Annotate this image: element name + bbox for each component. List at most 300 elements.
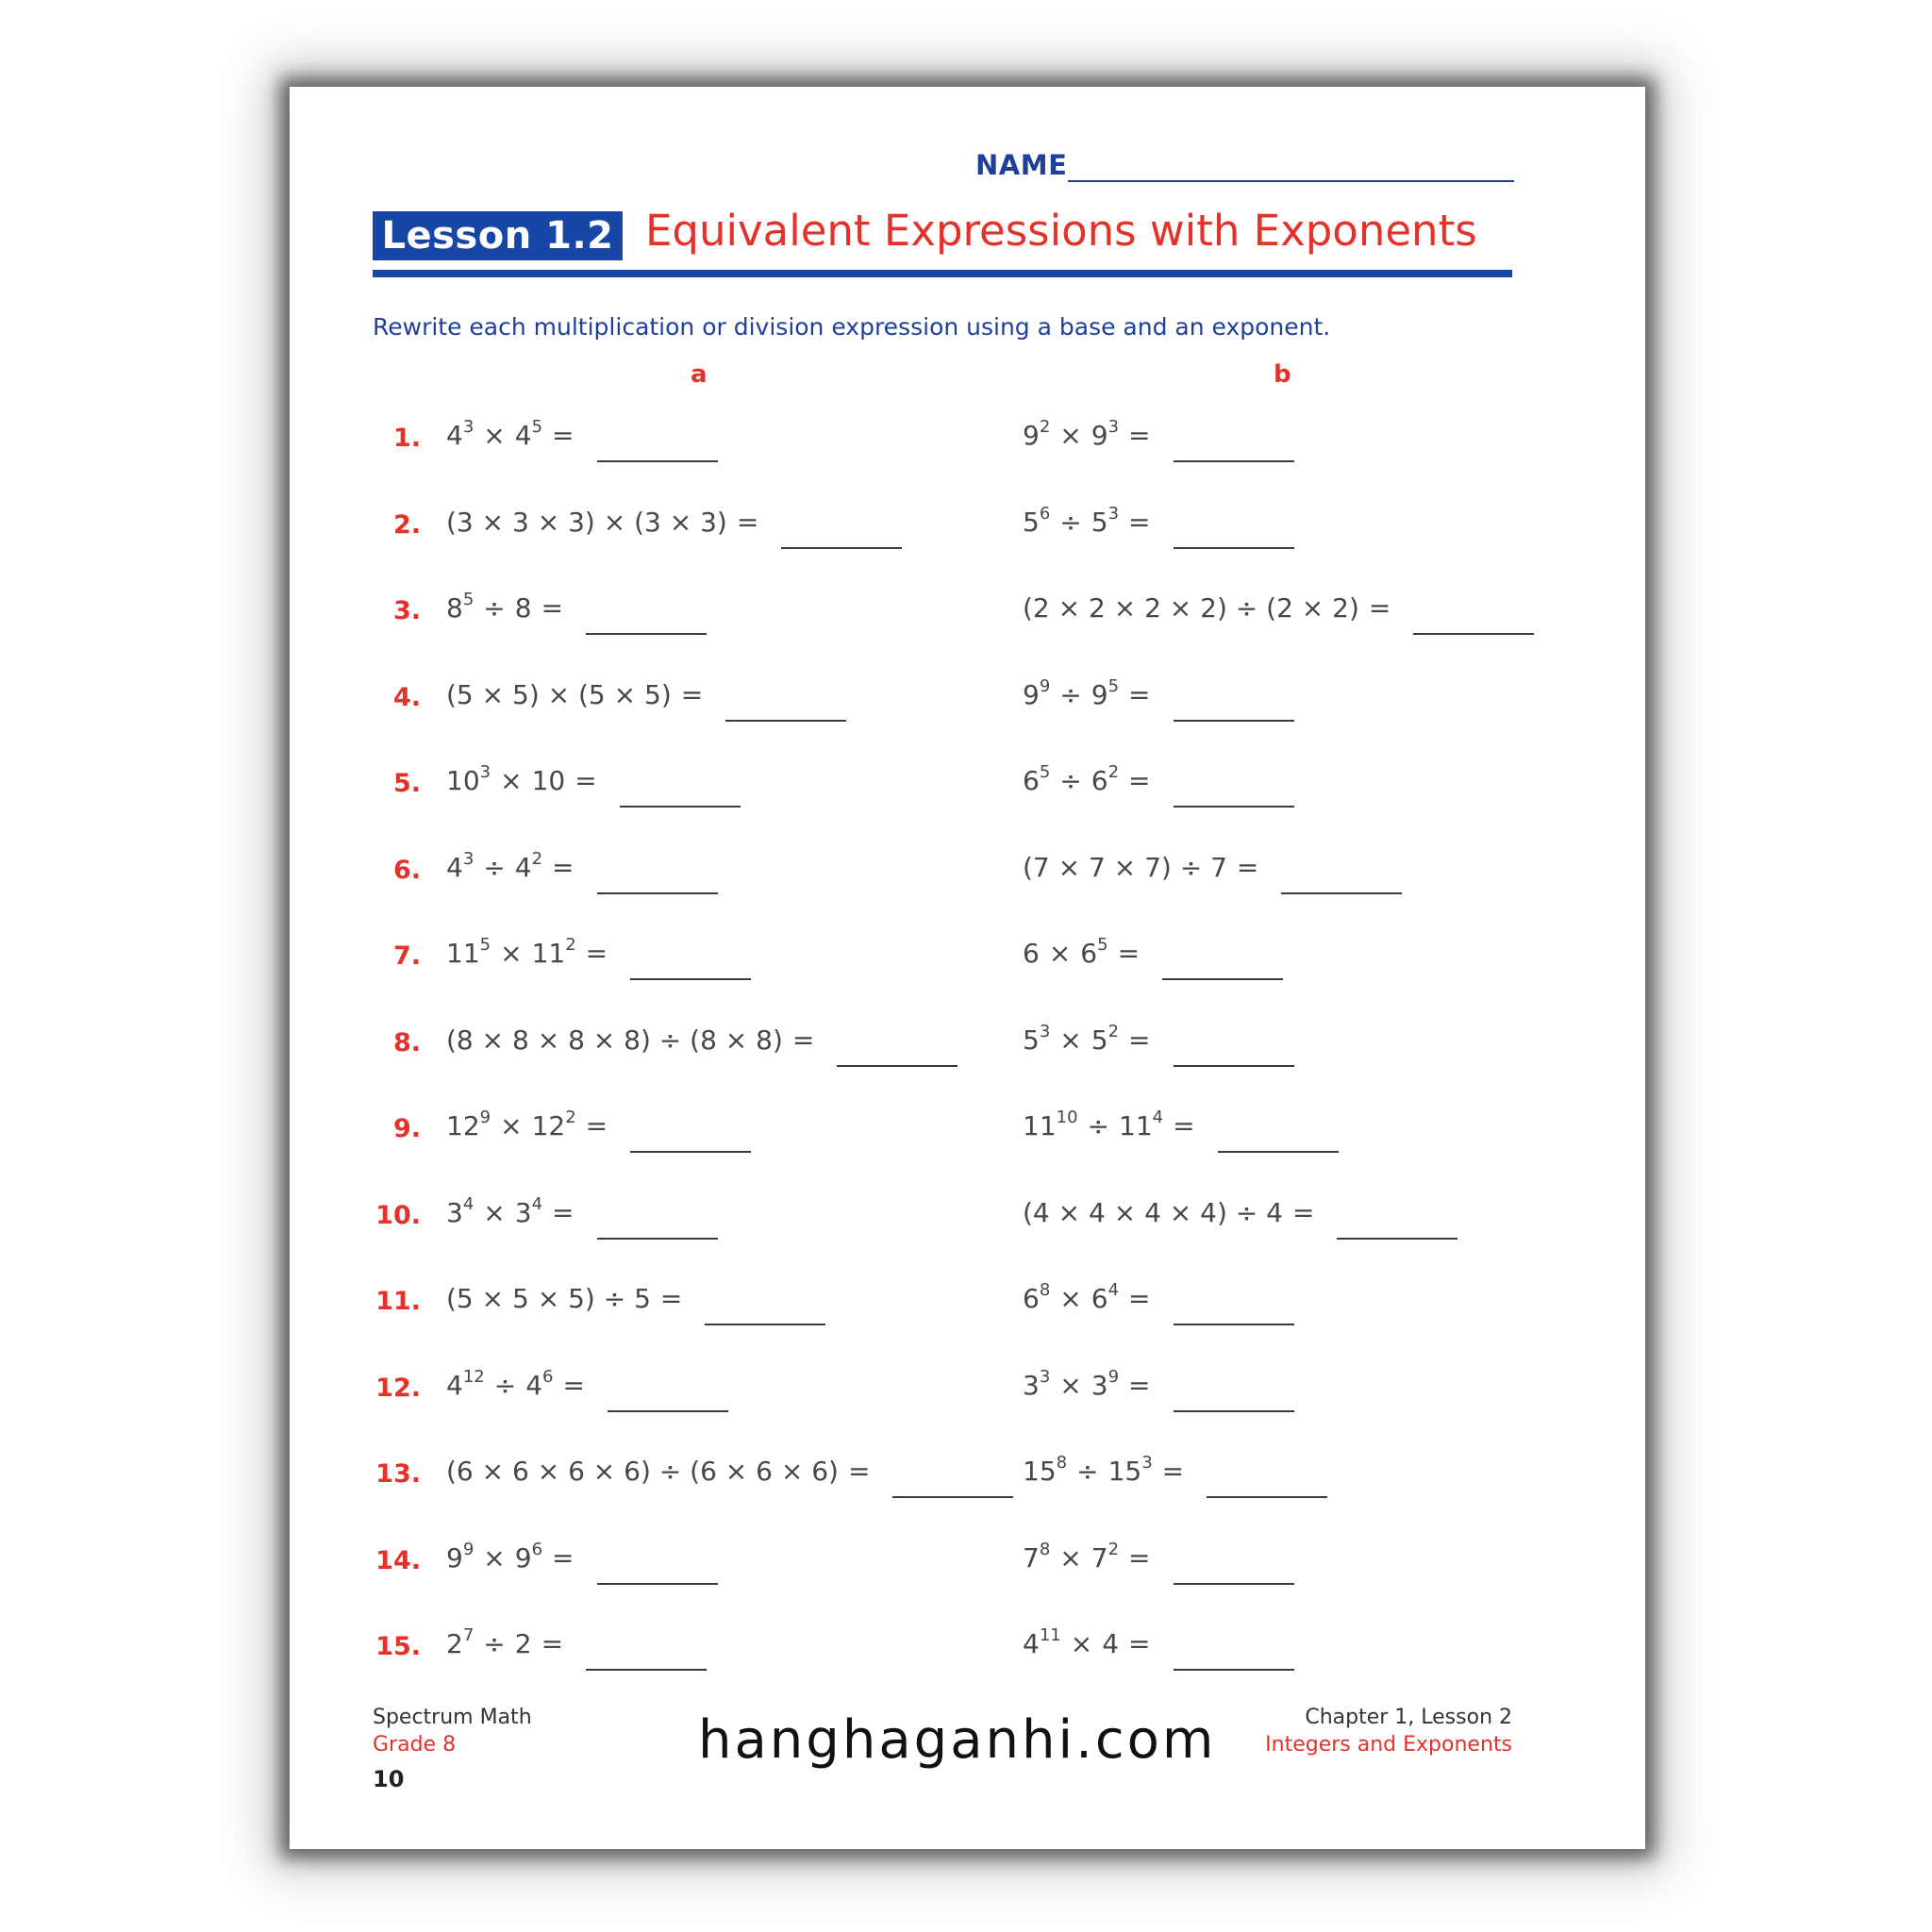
term-base: 9 xyxy=(1023,420,1040,451)
lesson-title: Equivalent Expressions with Exponents xyxy=(645,206,1477,256)
operator-symbol: = xyxy=(552,851,575,883)
term-exponent: 3 xyxy=(1141,1453,1153,1473)
problem-number: 8. xyxy=(392,1027,421,1058)
term-base: (2 × 2 × 2 × 2) ÷ (2 × 2) xyxy=(1023,592,1359,624)
answer-blank-a[interactable] xyxy=(597,460,718,462)
operator xyxy=(500,765,522,796)
operator xyxy=(1128,420,1150,451)
operator-symbol: ÷ xyxy=(483,1628,506,1659)
term-base: (4 × 4 × 4 × 4) ÷ 4 xyxy=(1023,1196,1283,1228)
term-exponent: 2 xyxy=(1108,1539,1120,1559)
problem-number-wrap xyxy=(290,1456,421,1497)
operator xyxy=(483,1542,505,1574)
term-base: 12 xyxy=(531,1110,566,1141)
answer-blank-a[interactable] xyxy=(586,633,707,635)
problem-number-wrap xyxy=(290,1110,421,1152)
problem-number-wrap xyxy=(290,507,421,548)
term-exponent: 2 xyxy=(1039,417,1051,437)
answer-blank-a[interactable] xyxy=(620,806,741,808)
term-base: 9 xyxy=(514,1541,532,1574)
operator xyxy=(792,1024,814,1056)
term-exponent: 4 xyxy=(1152,1108,1164,1127)
answer-blank-b[interactable] xyxy=(1162,978,1283,980)
term-exponent: 11 xyxy=(1039,1625,1061,1645)
term-base: 4 xyxy=(446,1369,463,1401)
operator-symbol: = xyxy=(847,1456,871,1487)
operator xyxy=(541,1628,563,1659)
answer-blank-a[interactable] xyxy=(705,1324,825,1325)
term xyxy=(1091,675,1120,710)
term-exponent: 4 xyxy=(462,1193,475,1214)
expression-a xyxy=(446,1110,751,1141)
operator-symbol: × xyxy=(1059,1024,1082,1056)
term-base: 5 xyxy=(1023,506,1040,538)
operator-symbol: = xyxy=(562,1369,585,1401)
expression-a xyxy=(446,1625,707,1659)
problem-row xyxy=(290,503,1645,548)
operator-symbol: ÷ xyxy=(1076,1456,1099,1487)
term-exponent: 3 xyxy=(462,848,475,869)
operator xyxy=(1059,1542,1081,1574)
operator-symbol: = xyxy=(1128,1024,1151,1056)
term xyxy=(446,762,491,796)
term-base: 11 xyxy=(1023,1110,1057,1141)
term-exponent: 2 xyxy=(565,1108,576,1127)
term-base: 9 xyxy=(446,1541,463,1574)
operator xyxy=(483,852,505,883)
column-header-b: b xyxy=(1274,360,1291,389)
instructions: Rewrite each multiplication or division expression using a base and an exponent. xyxy=(373,313,1331,341)
expression-b xyxy=(1023,503,1294,538)
operator-symbol: = xyxy=(1117,938,1141,969)
operator xyxy=(1076,1456,1098,1487)
term xyxy=(1023,1021,1051,1056)
operator xyxy=(1059,420,1081,451)
operator xyxy=(1128,507,1150,538)
problem-number: 13. xyxy=(375,1459,421,1489)
problem-number: 11. xyxy=(375,1287,421,1316)
operator-symbol: = xyxy=(552,1196,575,1228)
operator-symbol: = xyxy=(541,592,564,624)
term xyxy=(525,1366,554,1401)
problem-row xyxy=(290,1021,1645,1066)
answer-blank-b[interactable] xyxy=(1174,1410,1294,1412)
term-base: 3 xyxy=(1091,1369,1108,1401)
term-base: 9 xyxy=(1091,678,1108,710)
problem-number-wrap xyxy=(290,679,421,721)
operator-symbol: ÷ xyxy=(1059,765,1082,796)
term-base: 7 xyxy=(1023,1541,1040,1574)
term xyxy=(515,592,532,624)
term-base: 11 xyxy=(1119,1110,1153,1141)
operator-symbol: × xyxy=(1070,1628,1093,1659)
term xyxy=(446,592,474,624)
problem-number: 6. xyxy=(392,855,421,885)
term-exponent: 5 xyxy=(1097,935,1108,955)
operator xyxy=(575,765,596,796)
problem-number-wrap xyxy=(290,592,421,634)
expression-b xyxy=(1023,935,1283,969)
operator-symbol: = xyxy=(1128,765,1151,796)
operator xyxy=(1237,852,1258,883)
expression-b xyxy=(1023,592,1534,624)
expression-b xyxy=(1023,1280,1294,1314)
problem-number-wrap xyxy=(290,852,421,893)
term xyxy=(1091,1366,1120,1401)
operator xyxy=(1128,765,1150,796)
operator-symbol: = xyxy=(585,1110,608,1141)
expression-a xyxy=(446,1539,718,1574)
operator xyxy=(681,679,703,710)
problem-row xyxy=(290,417,1645,461)
problem-number: 1. xyxy=(392,424,421,453)
term xyxy=(531,935,576,969)
term-exponent: 9 xyxy=(1039,675,1051,696)
term-exponent: 5 xyxy=(1039,762,1051,782)
term-base: (3 × 3 × 3) × (3 × 3) xyxy=(446,506,727,538)
answer-blank-a[interactable] xyxy=(586,1669,707,1671)
footer-topic: Integers and Exponents xyxy=(1265,1733,1512,1757)
term xyxy=(1091,417,1120,451)
term-base: 15 xyxy=(1108,1456,1142,1487)
problem-number-wrap xyxy=(290,1024,421,1066)
term-exponent: 8 xyxy=(1039,1539,1051,1559)
problem-row xyxy=(290,1539,1645,1584)
problem-number-wrap xyxy=(290,1542,421,1584)
term xyxy=(446,1024,783,1056)
problem-number: 3. xyxy=(392,596,421,625)
name-blank-line xyxy=(1068,180,1514,182)
term-exponent: 5 xyxy=(531,417,543,437)
operator-symbol: = xyxy=(1368,592,1391,624)
operator xyxy=(1059,1283,1081,1314)
term xyxy=(1023,417,1051,451)
answer-blank-b[interactable] xyxy=(1174,1669,1294,1671)
term xyxy=(1080,935,1108,969)
term-exponent: 3 xyxy=(1039,1021,1051,1041)
problem-number-wrap xyxy=(290,938,421,979)
term xyxy=(1091,762,1120,796)
term-exponent: 3 xyxy=(1108,503,1120,524)
term-exponent: 5 xyxy=(1108,675,1120,696)
term-base: 2 xyxy=(514,1628,532,1659)
term xyxy=(1091,1021,1120,1056)
term xyxy=(515,1628,532,1659)
title-divider xyxy=(373,270,1512,277)
answer-blank-b[interactable] xyxy=(1174,1583,1294,1585)
footer-brand: Spectrum Math xyxy=(373,1706,532,1729)
problem-row xyxy=(290,848,1645,893)
problem-number: 2. xyxy=(392,509,421,540)
term xyxy=(1023,938,1040,969)
term-exponent: 8 xyxy=(1039,1280,1051,1300)
answer-blank-a[interactable] xyxy=(725,720,846,722)
term xyxy=(514,848,543,883)
operator-symbol: = xyxy=(585,938,608,969)
operator xyxy=(1128,679,1150,710)
operator xyxy=(483,420,505,451)
operator xyxy=(552,1197,574,1228)
expression-b xyxy=(1023,1453,1327,1487)
term-exponent: 3 xyxy=(479,762,491,782)
term-exponent: 9 xyxy=(462,1539,475,1559)
term-base: 11 xyxy=(446,938,480,969)
term-base: 5 xyxy=(1091,506,1108,538)
operator xyxy=(586,1110,608,1141)
operator xyxy=(483,1628,505,1659)
term-base: 4 xyxy=(446,851,463,883)
term-base: (5 × 5 × 5) ÷ 5 xyxy=(446,1283,651,1314)
term-base: 3 xyxy=(1023,1369,1040,1401)
term-base: 2 xyxy=(446,1628,463,1659)
problem-number-wrap xyxy=(290,420,421,461)
problem-row xyxy=(290,935,1645,979)
term-base: 4 xyxy=(1102,1628,1120,1659)
problem-row xyxy=(290,1453,1645,1497)
term xyxy=(514,1193,543,1228)
expression-a xyxy=(446,679,846,710)
term xyxy=(1023,675,1051,710)
answer-blank-b[interactable] xyxy=(1207,1496,1327,1498)
operator xyxy=(562,1370,584,1401)
answer-blank-a[interactable] xyxy=(597,892,718,894)
term-exponent: 9 xyxy=(479,1108,491,1127)
term-base: 4 xyxy=(1023,1628,1040,1659)
operator-symbol: ÷ xyxy=(1087,1110,1110,1141)
operator-symbol: ÷ xyxy=(483,592,506,624)
expression-b xyxy=(1023,1197,1457,1228)
term xyxy=(1023,1197,1283,1228)
operator xyxy=(552,420,574,451)
operator-symbol: × xyxy=(500,765,523,796)
problem-number: 7. xyxy=(392,941,421,971)
term-base: 6 xyxy=(1023,1283,1040,1314)
operator-symbol: = xyxy=(1128,1628,1151,1659)
term xyxy=(1023,503,1051,538)
term-base: 6 xyxy=(1023,938,1040,969)
answer-blank-b[interactable] xyxy=(1174,460,1294,462)
answer-blank-b[interactable] xyxy=(1337,1238,1457,1240)
term-base: 5 xyxy=(1023,1024,1040,1056)
problem-number-wrap xyxy=(290,1197,421,1239)
watermark: hanghaganhi.com xyxy=(698,1709,1217,1771)
term-exponent: 6 xyxy=(531,1539,543,1559)
answer-blank-b[interactable] xyxy=(1174,547,1294,549)
operator-symbol: = xyxy=(552,1541,575,1574)
answer-blank-a[interactable] xyxy=(781,547,902,549)
problem-row xyxy=(290,1193,1645,1239)
term-base: 9 xyxy=(1091,420,1108,451)
term-base: 8 xyxy=(514,592,532,624)
footer-left xyxy=(373,1706,532,1792)
term-exponent: 2 xyxy=(565,935,576,955)
operator xyxy=(552,852,574,883)
term-exponent: 2 xyxy=(1108,762,1120,782)
term xyxy=(446,848,475,883)
term xyxy=(446,1366,485,1401)
term-exponent: 4 xyxy=(1108,1280,1120,1300)
operator-symbol: × xyxy=(500,938,523,969)
lesson-badge: Lesson 1.2 xyxy=(373,211,623,260)
operator xyxy=(737,507,758,538)
term-base: 10 xyxy=(531,765,566,796)
expression-a xyxy=(446,1456,1013,1487)
term xyxy=(446,1539,475,1574)
term xyxy=(1023,1110,1078,1141)
operator-symbol: ÷ xyxy=(1059,678,1082,710)
answer-blank-b[interactable] xyxy=(1281,892,1402,894)
operator-symbol: = xyxy=(1128,1283,1151,1314)
operator xyxy=(541,592,563,624)
answer-blank-a[interactable] xyxy=(892,1496,1013,1498)
answer-blank-b[interactable] xyxy=(1174,720,1294,722)
operator-symbol: = xyxy=(1236,851,1259,883)
term xyxy=(446,1625,475,1659)
operator xyxy=(1059,1370,1081,1401)
term-base: 8 xyxy=(446,592,463,624)
operator xyxy=(1049,938,1071,969)
term-base: (8 × 8 × 8 × 8) ÷ (8 × 8) xyxy=(446,1024,783,1056)
problem-number-wrap xyxy=(290,1370,421,1411)
answer-blank-a[interactable] xyxy=(630,978,751,980)
problem-number: 14. xyxy=(375,1545,421,1575)
problem-row xyxy=(290,675,1645,721)
operator-symbol: = xyxy=(659,1283,683,1314)
operator xyxy=(500,938,522,969)
operator xyxy=(1173,1110,1194,1141)
expression-a xyxy=(446,1366,728,1401)
term xyxy=(1023,1280,1051,1314)
term-base: 6 xyxy=(1091,1283,1108,1314)
problem-number-wrap xyxy=(290,1628,421,1670)
answer-blank-a[interactable] xyxy=(630,1151,751,1153)
expression-a xyxy=(446,417,718,451)
operator xyxy=(1292,1197,1314,1228)
operator-symbol: × xyxy=(1048,938,1072,969)
term xyxy=(446,1193,475,1228)
expression-a xyxy=(446,935,751,969)
problem-number: 15. xyxy=(375,1632,421,1661)
term-exponent: 12 xyxy=(462,1366,485,1387)
problem-number: 10. xyxy=(375,1200,421,1230)
term-exponent: 2 xyxy=(531,848,543,869)
term-base: 5 xyxy=(1091,1024,1108,1056)
expression-b xyxy=(1023,1539,1294,1574)
answer-blank-a[interactable] xyxy=(608,1410,728,1412)
expression-b xyxy=(1023,762,1294,796)
operator xyxy=(494,1370,516,1401)
operator-symbol: = xyxy=(1291,1196,1315,1228)
problem-row xyxy=(290,1110,1645,1152)
operator-symbol: × xyxy=(500,1110,523,1141)
term xyxy=(446,417,475,451)
operator-symbol: ÷ xyxy=(493,1369,517,1401)
operator xyxy=(1118,938,1140,969)
problem-row xyxy=(290,762,1645,807)
operator-symbol: = xyxy=(1128,678,1151,710)
operator xyxy=(483,592,505,624)
problem-number: 5. xyxy=(392,769,421,798)
operator-symbol: ÷ xyxy=(483,851,506,883)
operator-symbol: = xyxy=(1161,1456,1185,1487)
operator-symbol: = xyxy=(552,420,575,451)
column-header-a: a xyxy=(691,360,708,389)
answer-blank-a[interactable] xyxy=(837,1065,958,1067)
expression-a xyxy=(446,507,902,538)
term-exponent: 5 xyxy=(462,590,475,609)
term-base: 4 xyxy=(514,851,532,883)
expression-b xyxy=(1023,1366,1294,1401)
operator xyxy=(848,1456,870,1487)
expression-a xyxy=(446,592,707,624)
term-base: 3 xyxy=(446,1196,463,1228)
operator-symbol: × xyxy=(1059,420,1082,451)
expression-b xyxy=(1023,675,1294,710)
expression-b xyxy=(1023,1625,1294,1659)
term xyxy=(514,417,543,451)
problem-row xyxy=(290,1366,1645,1411)
operator-symbol: ÷ xyxy=(1059,506,1082,538)
term-base: (6 × 6 × 6 × 6) ÷ (6 × 6 × 6) xyxy=(446,1456,839,1487)
term-base: 3 xyxy=(514,1196,532,1228)
term xyxy=(1023,592,1359,624)
term-base: 9 xyxy=(1023,678,1040,710)
answer-blank-b[interactable] xyxy=(1174,806,1294,808)
term xyxy=(1108,1453,1153,1487)
operator-symbol: = xyxy=(1128,1541,1151,1574)
problem-number: 9. xyxy=(392,1114,421,1143)
term xyxy=(446,1110,491,1141)
operator-symbol: = xyxy=(791,1024,815,1056)
footer-chapter: Chapter 1, Lesson 2 xyxy=(1305,1706,1512,1729)
answer-blank-b[interactable] xyxy=(1174,1065,1294,1067)
term-base: 4 xyxy=(514,420,532,451)
operator xyxy=(1128,1283,1150,1314)
operator xyxy=(586,938,608,969)
problem-number: 12. xyxy=(375,1373,421,1403)
term-base: 7 xyxy=(1091,1541,1108,1574)
problem-number-wrap xyxy=(290,1283,421,1324)
term-exponent: 9 xyxy=(1108,1366,1120,1387)
term xyxy=(446,1283,651,1314)
answer-blank-a[interactable] xyxy=(597,1583,718,1585)
problem-number: 4. xyxy=(392,682,421,712)
answer-blank-b[interactable] xyxy=(1218,1151,1339,1153)
term xyxy=(1102,1628,1119,1659)
operator-symbol: = xyxy=(575,765,597,796)
operator xyxy=(483,1197,505,1228)
answer-blank-a[interactable] xyxy=(597,1238,718,1240)
problem-row xyxy=(290,1280,1645,1324)
expression-b xyxy=(1023,1021,1294,1056)
footer-right xyxy=(1265,1706,1512,1757)
problem-row xyxy=(290,592,1645,634)
problem-number-wrap xyxy=(290,765,421,807)
term xyxy=(1091,1280,1120,1314)
page-number: 10 xyxy=(373,1766,405,1792)
term-exponent: 7 xyxy=(462,1625,475,1645)
operator-symbol: = xyxy=(1173,1110,1195,1141)
operator xyxy=(500,1110,522,1141)
term xyxy=(1023,1453,1068,1487)
term xyxy=(446,1456,839,1487)
operator-symbol: × xyxy=(483,1196,506,1228)
term-base: 15 xyxy=(1023,1456,1057,1487)
answer-blank-b[interactable] xyxy=(1413,633,1534,635)
expression-a xyxy=(446,1024,958,1056)
expression-a xyxy=(446,1193,718,1228)
answer-blank-b[interactable] xyxy=(1174,1324,1294,1325)
